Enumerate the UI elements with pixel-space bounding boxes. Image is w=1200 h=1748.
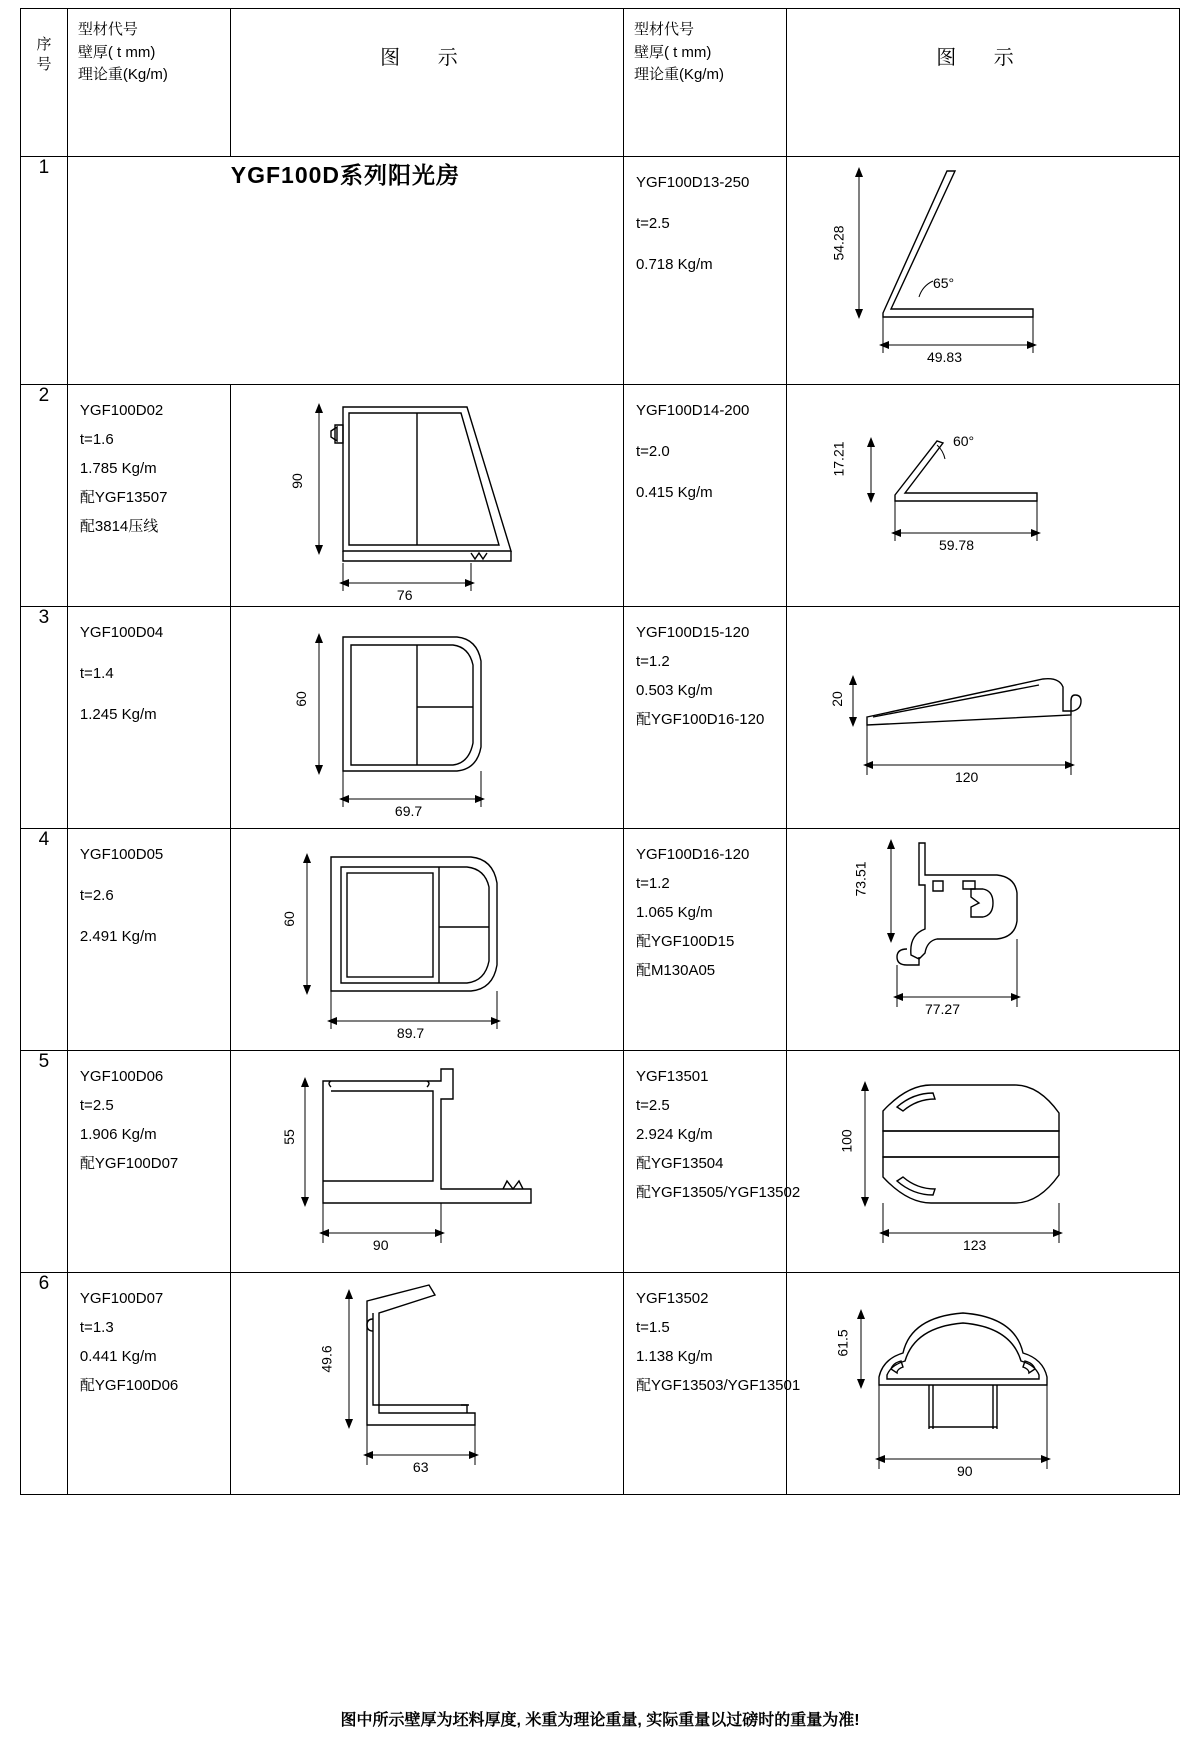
dim-width: 90 [372,1237,389,1253]
dim-width: 49.83 [926,349,962,365]
profile-weight: 0.415 Kg/m [635,484,713,501]
spec-sheet [0,8,1200,1748]
header-code-line1: 型材代号 [77,21,138,38]
profile-figure [230,829,623,1051]
profile-match-1: 配YGF13504 [635,1155,724,1172]
profile-code: YGF100D02 [79,402,164,419]
dim-height: 100 [838,1129,855,1153]
dim-width: 90 [956,1463,973,1479]
dim-height: 60 [292,691,309,707]
profile-drawing-D04 [231,607,583,825]
profile-match-1: 配YGF100D06 [79,1377,179,1394]
profile-thickness: t=2.5 [635,1097,670,1114]
profile-drawing-D05 [231,829,583,1047]
series-banner: YGF100D系列阳光房 [67,157,623,385]
dim-angle: 60° [952,433,975,449]
dim-width: 77.27 [924,1001,960,1017]
profile-figure [786,829,1179,1051]
profile-thickness: t=2.0 [635,443,670,460]
profile-code: YGF100D15-120 [635,624,750,641]
profile-info [67,1051,230,1273]
profile-match-2: 配M130A05 [635,962,716,979]
profile-thickness: t=2.5 [79,1097,114,1114]
profile-info [623,829,786,1051]
profile-drawing-16-120 [787,829,1139,1047]
profile-figure [230,385,623,607]
profile-code: YGF100D07 [79,1290,164,1307]
profile-figure [786,1273,1179,1495]
row-index: 5 [21,1051,68,1273]
row-index: 6 [21,1273,68,1495]
dim-width: 63 [412,1459,429,1475]
profile-info [623,1051,801,1273]
profile-figure [786,607,1179,829]
header-code-line1: 型材代号 [633,21,694,38]
profile-weight: 0.441 Kg/m [79,1348,157,1365]
profile-match-2: 配YGF13505/YGF13502 [635,1184,801,1201]
profile-weight: 2.924 Kg/m [635,1126,713,1143]
row-index: 2 [21,385,68,607]
profile-weight: 0.503 Kg/m [635,682,713,699]
header-index [21,9,68,157]
table-row [21,829,1180,1051]
dim-height: 60 [280,911,297,927]
header-code-line2: 壁厚( t mm) [77,43,156,61]
profile-thickness: t=1.3 [79,1319,114,1336]
dim-height: 73.51 [852,861,869,897]
table-row [21,607,1180,829]
profile-thickness: t=1.2 [635,875,670,892]
profile-weight: 2.491 Kg/m [79,928,157,945]
header-code-line3: 理论重(Kg/m) [633,66,724,83]
header-index-line2: 号 [36,56,52,74]
profile-weight: 1.138 Kg/m [635,1348,713,1365]
profile-match-1: 配YGF13507 [79,489,168,506]
profile-figure [230,1051,623,1273]
profile-drawing-15-120 [787,607,1139,825]
table-row [21,1051,1180,1273]
dim-angle: 65° [932,275,955,291]
profile-info [67,385,230,607]
profile-code: YGF100D04 [79,624,164,641]
dim-width: 89.7 [396,1025,425,1041]
dim-height: 20 [828,691,845,707]
row-index: 4 [21,829,68,1051]
dim-width: 123 [962,1237,987,1253]
profile-drawing-14-200 [787,385,1139,603]
profile-match-2: 配3814压线 [79,518,159,535]
dim-height: 49.6 [318,1345,335,1373]
profile-weight: 1.785 Kg/m [79,460,157,477]
profile-match-1: 配YGF100D07 [79,1155,179,1172]
profile-code: YGF100D14-200 [635,402,750,419]
profile-figure [230,1273,623,1495]
profile-weight: 1.906 Kg/m [79,1126,157,1143]
header-index-line1: 序 [36,36,52,53]
profile-code: YGF13501 [635,1068,709,1085]
footnote: 图中所示壁厚为坯料厚度, 米重为理论重量, 实际重量以过磅时的重量为准! [340,1712,860,1729]
profile-drawing-D06 [231,1051,583,1269]
profile-figure [786,385,1179,607]
profile-code: YGF100D13-250 [635,174,750,191]
header-figure-right: 图 示 [786,9,1179,157]
dim-width: 120 [954,769,979,785]
profile-info [623,1273,801,1495]
header-code-line3: 理论重(Kg/m) [77,66,168,83]
table-row [21,157,1180,385]
profile-info [623,607,786,829]
row-index: 1 [21,157,68,385]
profile-thickness: t=1.4 [79,665,114,682]
profile-thickness: t=1.5 [635,1319,670,1336]
profile-thickness: t=2.5 [635,215,670,232]
profile-info [67,1273,230,1495]
header-figure-left: 图 示 [230,9,623,157]
profile-match-1: 配YGF13503/YGF13501 [635,1377,801,1394]
dim-height: 61.5 [834,1329,851,1357]
profile-code: YGF13502 [635,1290,709,1307]
profile-code: YGF100D06 [79,1068,164,1085]
header-code-right [623,9,786,157]
profile-info [623,157,786,385]
profile-drawing-13502 [787,1273,1139,1491]
dim-height: 54.28 [830,225,847,261]
profile-drawing-D07 [231,1273,583,1491]
dim-width: 69.7 [394,803,423,819]
dim-width: 76 [396,587,413,603]
profile-info [623,385,786,607]
profile-drawing-D02 [231,385,583,603]
profile-code: YGF100D16-120 [635,846,750,863]
header-code-line2: 壁厚( t mm) [633,43,712,61]
profile-weight: 0.718 Kg/m [635,256,713,273]
profile-weight: 1.245 Kg/m [79,706,157,723]
profile-match-1: 配YGF100D16-120 [635,711,765,728]
profile-figure [230,607,623,829]
profile-match-1: 配YGF100D15 [635,933,735,950]
profile-thickness: t=1.6 [79,431,114,448]
dim-width: 59.78 [938,537,974,553]
dim-height: 17.21 [830,441,847,477]
table-header-row [21,9,1180,157]
profile-figure [786,1051,1179,1273]
header-code-left [67,9,230,157]
profile-drawing-13-250 [787,157,1139,381]
profile-info [67,829,230,1051]
row-index: 3 [21,607,68,829]
dim-height: 55 [280,1129,297,1145]
profile-figure [786,157,1179,385]
profile-spec-table [20,8,1180,1495]
profile-thickness: t=2.6 [79,887,114,904]
dim-height: 90 [288,473,305,489]
profile-info [67,607,230,829]
table-row [21,385,1180,607]
table-row [21,1273,1180,1495]
profile-weight: 1.065 Kg/m [635,904,713,921]
profile-code: YGF100D05 [79,846,164,863]
profile-thickness: t=1.2 [635,653,670,670]
